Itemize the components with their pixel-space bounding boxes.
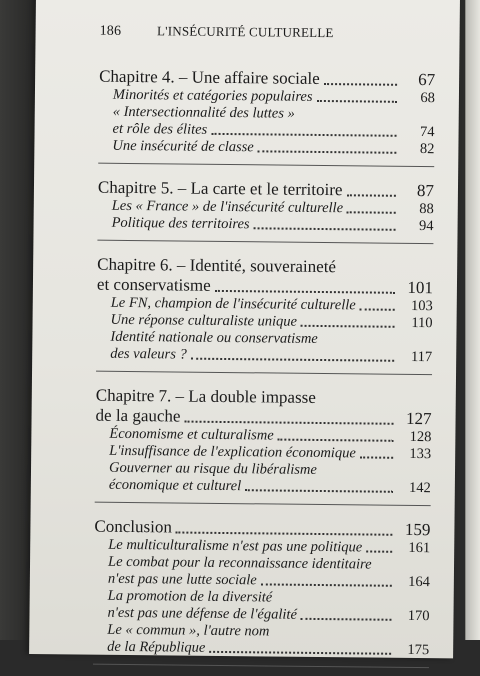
entry-page: 74 xyxy=(419,124,435,141)
leader-dots xyxy=(366,549,392,552)
leader-dots xyxy=(245,488,393,493)
toc-entry xyxy=(98,215,434,236)
leader-dots xyxy=(191,357,395,362)
entry-page: 110 xyxy=(411,314,433,332)
toc-entry xyxy=(98,104,434,142)
leader-dots xyxy=(301,324,395,328)
chapter-title-text: de la gauche xyxy=(95,405,181,426)
entry-page: 142 xyxy=(409,479,431,497)
chapter-block-3 xyxy=(95,380,432,507)
toc-entry xyxy=(98,138,434,159)
chapter-title-text: et conservatisme xyxy=(96,274,211,295)
running-head xyxy=(100,23,424,43)
entry-text: des valeurs ? xyxy=(110,345,187,363)
chapter-title-text: Conclusion xyxy=(94,516,172,537)
leader-dots xyxy=(278,438,394,442)
chapter-title-text: Chapitre 5. – La carte et le territoire xyxy=(97,177,343,200)
entry-page: 94 xyxy=(419,218,434,235)
entry-page: 117 xyxy=(410,348,433,366)
entry-row xyxy=(98,138,434,159)
leader-dots xyxy=(360,307,395,310)
entry-page: 103 xyxy=(410,297,433,315)
chapter-title-page: 159 xyxy=(404,519,431,540)
entry-text: L'insuffisance de l'explication économique xyxy=(109,442,356,462)
leader-dots xyxy=(347,210,396,214)
leader-dots xyxy=(215,289,395,294)
entry-line: Le combat pour la reconnaissance identitaire xyxy=(107,553,372,573)
toc-entry xyxy=(93,622,429,660)
leader-dots xyxy=(258,149,397,153)
leader-dots xyxy=(324,82,397,86)
book-page xyxy=(29,0,460,658)
entry-text: et rôle des élites xyxy=(112,120,208,138)
chapter-block-2 xyxy=(96,249,433,376)
entry-text: Politique des territoires xyxy=(111,214,250,233)
leader-dots xyxy=(360,455,393,458)
chapter-heading xyxy=(97,255,433,299)
entry-row xyxy=(98,215,434,236)
entry-text: Une réponse culturaliste unique xyxy=(110,311,298,330)
running-title: L'INSÉCURITÉ CULTURELLE xyxy=(156,23,334,41)
leader-dots xyxy=(346,193,396,197)
entry-line: « Intersectionnalité des luttes » xyxy=(112,103,295,122)
entry-line: Gouverner au risque du libéralisme xyxy=(108,459,317,478)
toc-entry xyxy=(93,588,429,626)
chapter-title-line: Chapitre 7. – La double impasse xyxy=(95,385,316,407)
entry-line: Identité nationale ou conservatisme xyxy=(110,328,318,347)
entry-line: Le « commun », l'autre nom xyxy=(107,621,270,640)
entry-text: de la République xyxy=(107,638,206,656)
leader-dots xyxy=(211,132,396,137)
chapter-title-line: Chapitre 6. – Identité, souveraineté xyxy=(97,254,337,277)
entry-line: La promotion de la diversité xyxy=(107,587,273,606)
entry-page: 133 xyxy=(409,445,432,463)
chapter-title-page: 101 xyxy=(407,277,434,298)
chapter-block-4 xyxy=(93,511,431,669)
entry-page: 82 xyxy=(419,141,435,158)
entry-text: économique et culturel xyxy=(108,476,242,495)
entry-row xyxy=(96,346,432,367)
entry-page: 164 xyxy=(408,573,430,591)
entry-page: 88 xyxy=(419,201,434,218)
entry-text: Les « France » de l'insécurité culturelle xyxy=(111,197,344,217)
entry-text: n'est pas une lutte sociale xyxy=(107,570,257,589)
entry-row xyxy=(95,477,431,498)
entry-row xyxy=(93,639,429,660)
page-number: 186 xyxy=(99,23,122,39)
entry-page: 170 xyxy=(407,607,430,625)
chapter-block-1 xyxy=(97,172,434,245)
entry-page: 175 xyxy=(407,641,430,659)
leader-dots xyxy=(261,582,392,586)
leader-dots xyxy=(176,530,393,535)
entry-page: 68 xyxy=(420,90,436,107)
entry-text: Minorités et catégories populaires xyxy=(112,86,313,105)
entry-text: Économisme et culturalisme xyxy=(109,425,274,444)
chapter-title-page: 67 xyxy=(418,70,436,90)
chapter-heading xyxy=(95,386,431,430)
entry-text: Le FN, champion de l'insécurité culturelle xyxy=(110,294,356,314)
entry-text: Une insécurité de classe xyxy=(112,137,254,156)
toc-entry xyxy=(95,460,431,498)
chapter-block-0 xyxy=(98,61,435,168)
leader-dots xyxy=(301,617,392,621)
leader-dots xyxy=(209,650,391,655)
chapter-title-text: Chapitre 4. – Une affaire sociale xyxy=(99,66,320,88)
adjacent-page-edge xyxy=(465,0,480,640)
table-of-contents xyxy=(93,61,435,676)
entry-text: n'est pas une défense de l'égalité xyxy=(107,604,298,623)
entry-text: Le multiculturalisme n'est pas une politique xyxy=(108,536,363,556)
chapter-title-page: 87 xyxy=(416,181,435,201)
entry-page: 128 xyxy=(409,428,432,446)
leader-dots xyxy=(317,99,397,103)
chapter-title-page: 127 xyxy=(405,408,432,429)
toc-entry xyxy=(94,554,430,592)
leader-dots xyxy=(254,226,396,230)
entry-page: 161 xyxy=(408,539,431,557)
toc-entry xyxy=(96,329,432,367)
leader-dots xyxy=(184,420,393,425)
